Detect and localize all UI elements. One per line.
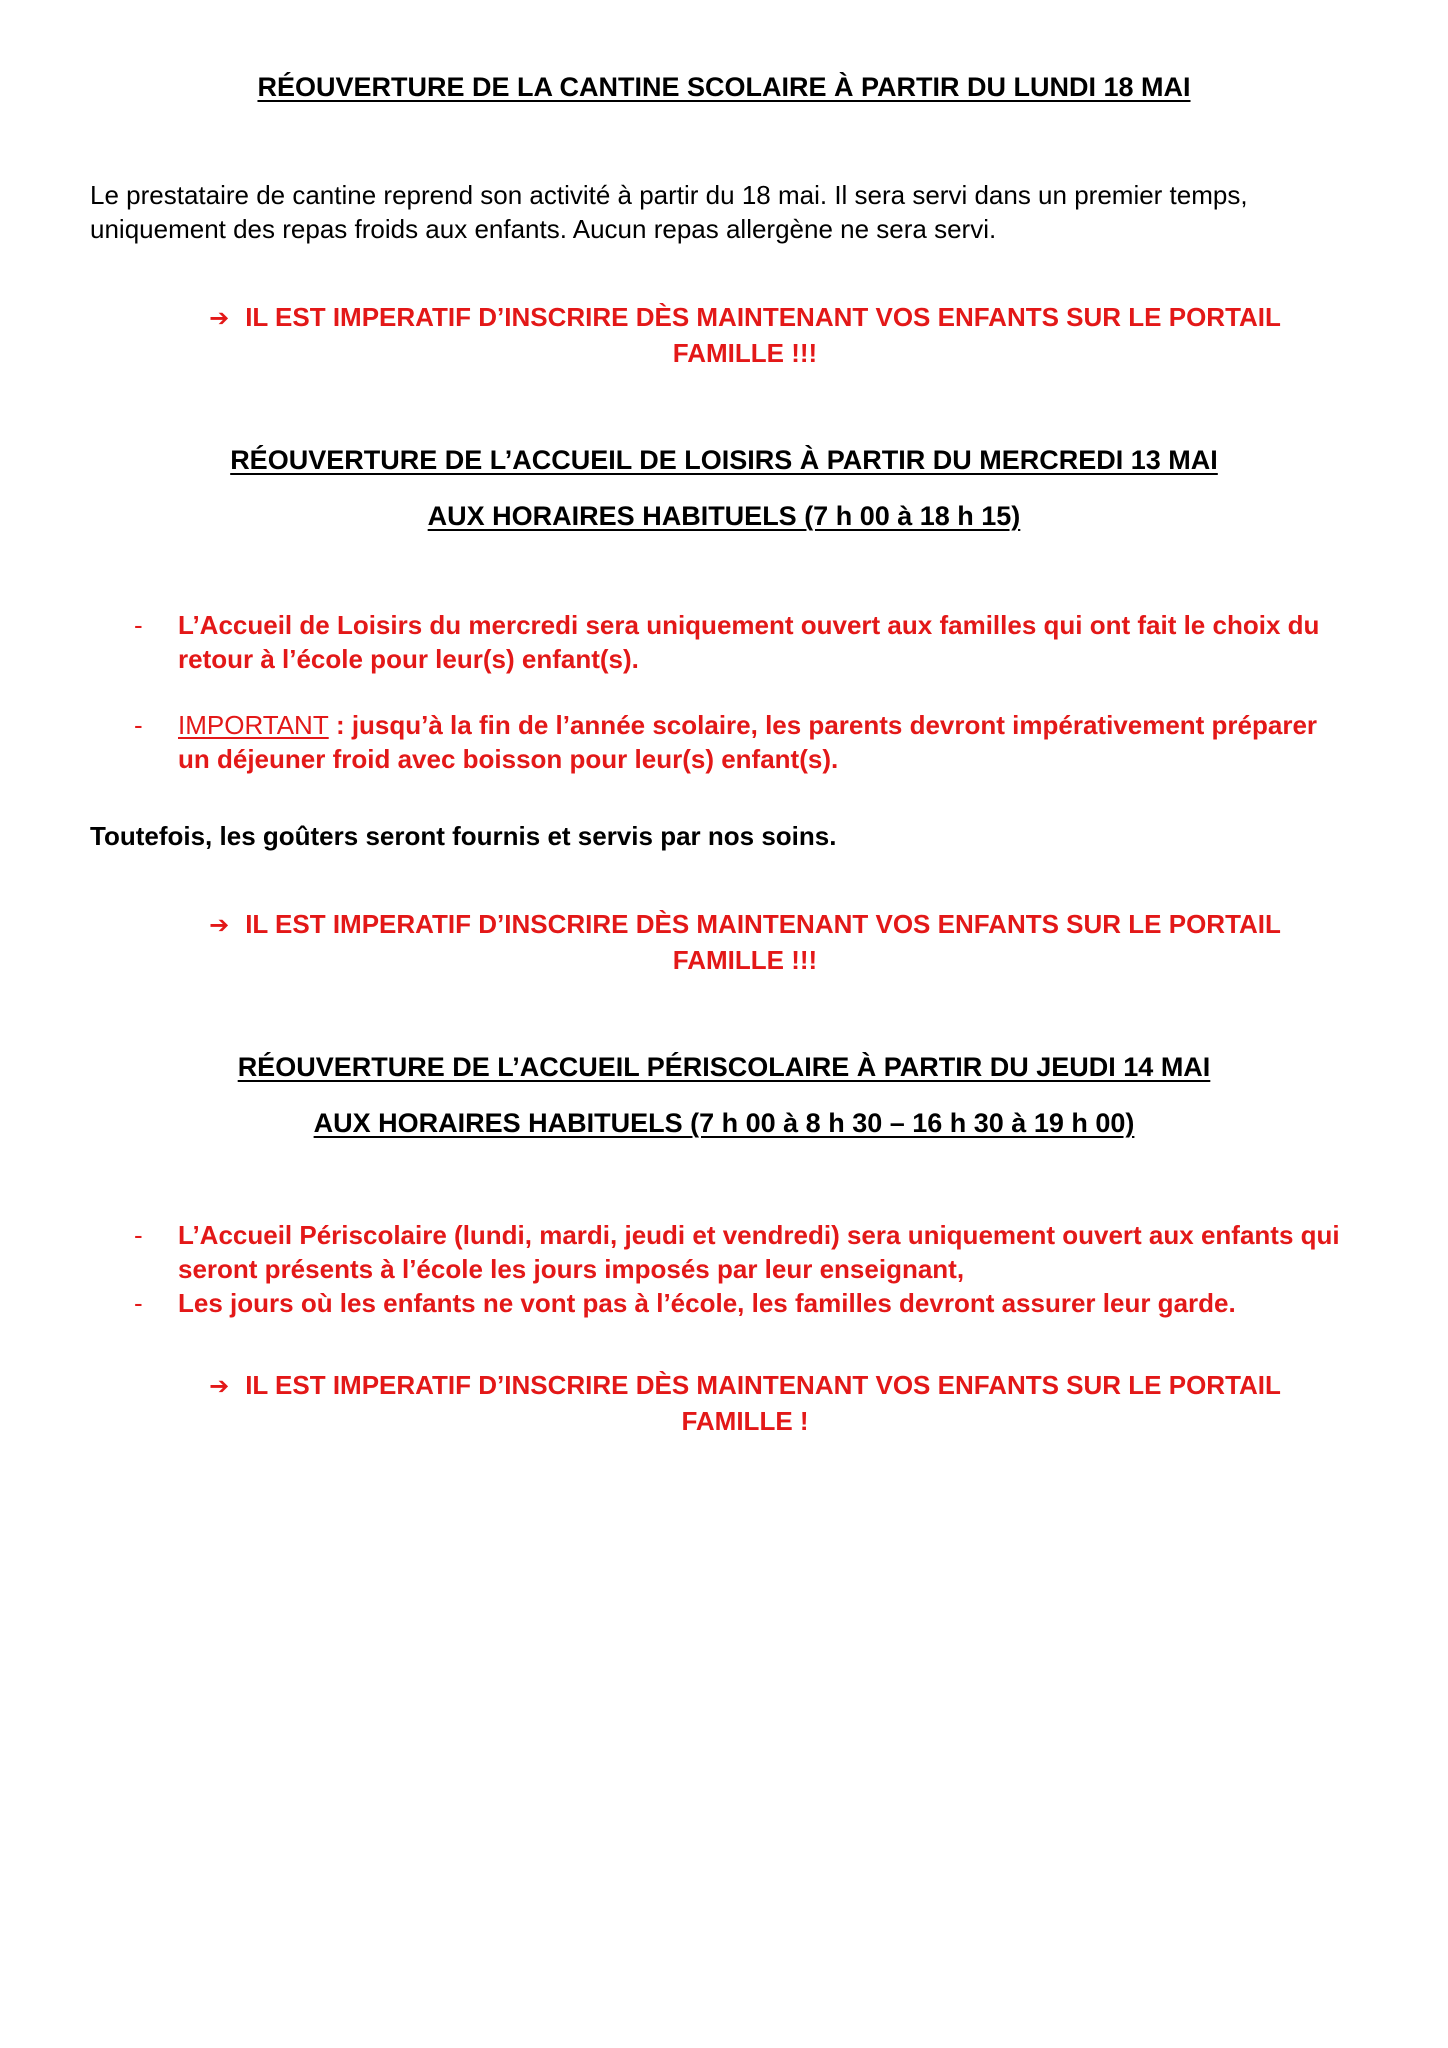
notice-line: FAMILLE ! [681,1406,809,1436]
list-item [130,1286,1380,1320]
bullet-line: L’Accueil Périscolaire (lundi, mardi, jeudi et vendredi) sera uniquement ouvert aux enfants qui [178,1220,1340,1250]
loisirs-notice [185,907,1305,977]
loisirs-hours-title: AUX HORAIRES HABITUELS (7 h 00 à 18 h 15) [427,501,1021,531]
cantine-notice [185,300,1305,370]
notice-line: IL EST IMPERATIF D’INSCRIRE DÈS MAINTENANT VOS ENFANTS SUR LE PORTAIL [245,1370,1281,1400]
list-item [130,608,1380,676]
dash-bullet: - [134,1288,143,1318]
list-item [130,708,1380,776]
bullet-line: Les jours où les enfants ne vont pas à l’école, les familles devront assurer leur garde. [178,1288,1236,1318]
arrow-right-icon: ➔ [209,912,230,939]
bullet-line: retour à l’école pour leur(s) enfant(s). [178,644,639,674]
periscolaire-notice [185,1368,1305,1438]
dash-bullet: - [134,710,143,740]
notice-line: FAMILLE !!! [672,945,818,975]
cantine-paragraph-line: uniquement des repas froids aux enfants. Aucun repas allergène ne sera servi. [90,214,997,244]
bullet-line: seront présents à l’école les jours imposés par leur enseignant, [178,1254,965,1284]
loisirs-title: RÉOUVERTURE DE L’ACCUEIL DE LOISIRS À PARTIR DU MERCREDI 13 MAI [230,445,1218,475]
periscolaire-hours-title: AUX HORAIRES HABITUELS (7 h 00 à 8 h 30 – 16 h 30 à 19 h 00) [313,1108,1135,1138]
notice-line: IL EST IMPERATIF D’INSCRIRE DÈS MAINTENANT VOS ENFANTS SUR LE PORTAIL [245,909,1281,939]
loisirs-bullet-list [130,608,1380,776]
bullet-text: : jusqu’à la fin de l’année scolaire, les parents devront impérativement préparer [328,710,1318,740]
cantine-paragraph-line: Le prestataire de cantine reprend son activité à partir du 18 mai. Il sera servi dans un premier temps, [90,180,1248,210]
bullet-line: un déjeuner froid avec boisson pour leur(s) enfant(s). [178,744,839,774]
important-label: IMPORTANT [178,710,329,740]
notice-line: IL EST IMPERATIF D’INSCRIRE DÈS MAINTENANT VOS ENFANTS SUR LE PORTAIL [245,302,1281,332]
arrow-right-icon: ➔ [209,305,230,332]
dash-bullet: - [134,1220,143,1250]
bullet-line [178,708,1380,742]
notice-line: FAMILLE !!! [672,338,818,368]
cantine-paragraph [90,178,1380,246]
arrow-right-icon: ➔ [209,1373,230,1400]
cantine-title: RÉOUVERTURE DE LA CANTINE SCOLAIRE À PARTIR DU LUNDI 18 MAI [257,72,1191,102]
periscolaire-bullet-list [130,1218,1380,1320]
list-item [130,1218,1380,1286]
dash-bullet: - [134,610,143,640]
gouters-paragraph: Toutefois, les goûters seront fournis et servis par nos soins. [90,821,837,851]
bullet-line: L’Accueil de Loisirs du mercredi sera uniquement ouvert aux familles qui ont fait le choix du [178,610,1320,640]
periscolaire-title: RÉOUVERTURE DE L’ACCUEIL PÉRISCOLAIRE À PARTIR DU JEUDI 14 MAI [237,1052,1211,1082]
